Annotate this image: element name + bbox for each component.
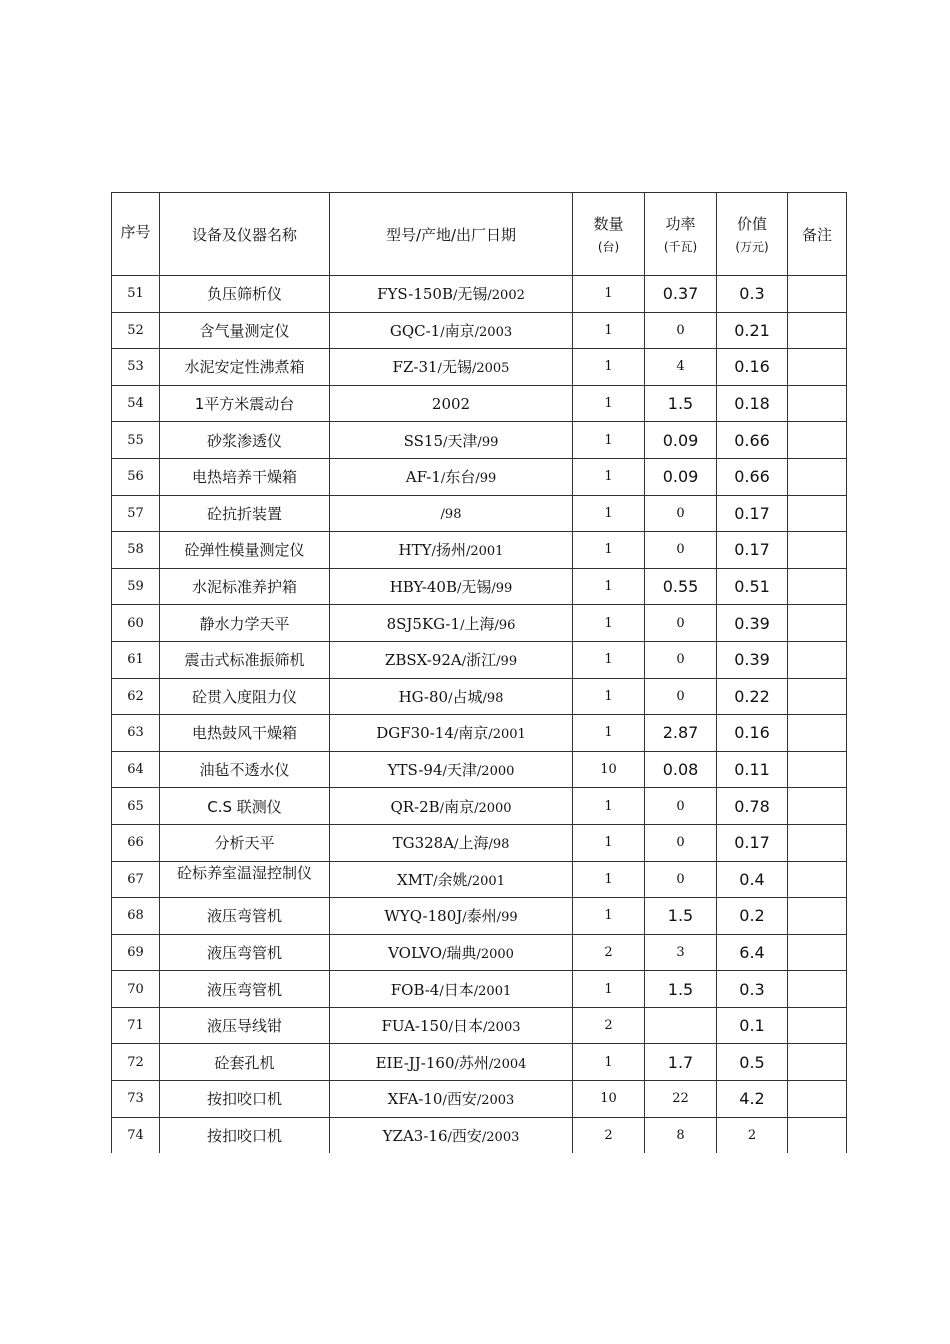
cell-name: 电热培养干燥箱 — [160, 458, 330, 495]
cell-model: XMT/余姚/2001 — [330, 861, 573, 898]
cell-qty: 1 — [573, 385, 645, 422]
cell-name: 液压导线钳 — [160, 1007, 330, 1044]
cell-model: HTY/扬州/2001 — [330, 532, 573, 569]
cell-power: 0.08 — [645, 751, 717, 788]
header-note: 备注 — [788, 193, 847, 276]
cell-note — [788, 495, 847, 532]
table-body — [112, 276, 847, 1154]
cell-value: 0.1 — [717, 1007, 788, 1044]
cell-power: 1.5 — [645, 898, 717, 935]
cell-seq: 71 — [112, 1007, 160, 1044]
table-row — [112, 971, 847, 1008]
table-row — [112, 605, 847, 642]
cell-value: 0.4 — [717, 861, 788, 898]
cell-value: 0.66 — [717, 422, 788, 459]
cell-power: 0 — [645, 312, 717, 349]
cell-model: 8SJ5KG-1/上海/96 — [330, 605, 573, 642]
table-row — [112, 715, 847, 752]
cell-qty: 10 — [573, 1081, 645, 1118]
cell-qty: 2 — [573, 1117, 645, 1153]
header-qty — [573, 193, 645, 276]
cell-name: 砼标养室温湿控制仪 — [160, 861, 330, 898]
cell-name: 液压弯管机 — [160, 971, 330, 1008]
header-power-label: 功率 — [665, 215, 696, 233]
cell-seq: 53 — [112, 349, 160, 386]
cell-note — [788, 678, 847, 715]
cell-note — [788, 641, 847, 678]
cell-qty: 1 — [573, 715, 645, 752]
cell-power: 2.87 — [645, 715, 717, 752]
cell-model: DGF30-14/南京/2001 — [330, 715, 573, 752]
cell-note — [788, 276, 847, 313]
cell-model: FYS-150B/无锡/2002 — [330, 276, 573, 313]
cell-model: HG-80/占城/98 — [330, 678, 573, 715]
cell-seq: 56 — [112, 458, 160, 495]
cell-name: C.S 联测仪 — [160, 788, 330, 825]
cell-name: 液压弯管机 — [160, 934, 330, 971]
table-row — [112, 824, 847, 861]
cell-qty: 2 — [573, 1007, 645, 1044]
cell-name: 分析天平 — [160, 824, 330, 861]
cell-model: TG328A/上海/98 — [330, 824, 573, 861]
header-value-unit: (万元) — [735, 240, 769, 254]
header-power — [645, 193, 717, 276]
cell-value: 2 — [717, 1117, 788, 1153]
table-row — [112, 751, 847, 788]
cell-power: 8 — [645, 1117, 717, 1153]
table-row — [112, 422, 847, 459]
cell-value: 0.78 — [717, 788, 788, 825]
cell-note — [788, 898, 847, 935]
cell-model: FUA-150/日本/2003 — [330, 1007, 573, 1044]
cell-name: 震击式标准振筛机 — [160, 641, 330, 678]
table-row — [112, 934, 847, 971]
cell-seq: 58 — [112, 532, 160, 569]
cell-name: 负压筛析仪 — [160, 276, 330, 313]
cell-power: 3 — [645, 934, 717, 971]
cell-name: 1平方米震动台 — [160, 385, 330, 422]
cell-power: 0.55 — [645, 568, 717, 605]
cell-qty: 1 — [573, 971, 645, 1008]
cell-name: 水泥标准养护箱 — [160, 568, 330, 605]
table-row — [112, 678, 847, 715]
cell-value: 0.66 — [717, 458, 788, 495]
cell-seq: 72 — [112, 1044, 160, 1081]
cell-value: 0.2 — [717, 898, 788, 935]
cell-qty: 1 — [573, 824, 645, 861]
cell-value: 0.51 — [717, 568, 788, 605]
cell-power: 0 — [645, 678, 717, 715]
cell-note — [788, 751, 847, 788]
cell-power: 0 — [645, 495, 717, 532]
table-row — [112, 495, 847, 532]
cell-note — [788, 788, 847, 825]
cell-value: 0.22 — [717, 678, 788, 715]
table-row — [112, 861, 847, 898]
cell-model: VOLVO/瑞典/2000 — [330, 934, 573, 971]
cell-seq: 54 — [112, 385, 160, 422]
cell-power: 0.09 — [645, 458, 717, 495]
cell-seq: 57 — [112, 495, 160, 532]
cell-power: 0 — [645, 641, 717, 678]
table-row — [112, 788, 847, 825]
cell-model: QR-2B/南京/2000 — [330, 788, 573, 825]
cell-note — [788, 349, 847, 386]
cell-qty: 1 — [573, 861, 645, 898]
cell-model: GQC-1/南京/2003 — [330, 312, 573, 349]
cell-note — [788, 1007, 847, 1044]
cell-qty: 1 — [573, 678, 645, 715]
cell-name: 含气量测定仪 — [160, 312, 330, 349]
cell-power: 0 — [645, 824, 717, 861]
cell-qty: 1 — [573, 641, 645, 678]
cell-name: 静水力学天平 — [160, 605, 330, 642]
table-row — [112, 898, 847, 935]
cell-name: 液压弯管机 — [160, 898, 330, 935]
cell-seq: 74 — [112, 1117, 160, 1153]
cell-model: WYQ-180J/泰州/99 — [330, 898, 573, 935]
cell-power: 0.37 — [645, 276, 717, 313]
header-seq: 序号 — [112, 193, 160, 276]
cell-note — [788, 385, 847, 422]
cell-value: 0.11 — [717, 751, 788, 788]
cell-qty: 1 — [573, 422, 645, 459]
cell-name: 水泥安定性沸煮箱 — [160, 349, 330, 386]
header-power-unit: (千瓦) — [663, 240, 698, 254]
cell-note — [788, 312, 847, 349]
cell-value: 0.16 — [717, 715, 788, 752]
cell-note — [788, 532, 847, 569]
cell-value: 0.17 — [717, 824, 788, 861]
cell-note — [788, 934, 847, 971]
table-row — [112, 385, 847, 422]
cell-seq: 61 — [112, 641, 160, 678]
cell-model: EIE-JJ-160/苏州/2004 — [330, 1044, 573, 1081]
cell-name: 电热鼓风干燥箱 — [160, 715, 330, 752]
cell-value: 0.17 — [717, 495, 788, 532]
cell-model: 2002 — [330, 385, 573, 422]
cell-note — [788, 605, 847, 642]
cell-value: 0.3 — [717, 276, 788, 313]
cell-model: AF-1/东台/99 — [330, 458, 573, 495]
cell-power: 0 — [645, 605, 717, 642]
cell-qty: 1 — [573, 1044, 645, 1081]
cell-power: 22 — [645, 1081, 717, 1118]
cell-seq: 60 — [112, 605, 160, 642]
cell-qty: 1 — [573, 788, 645, 825]
cell-qty: 10 — [573, 751, 645, 788]
cell-power: 0.09 — [645, 422, 717, 459]
cell-note — [788, 715, 847, 752]
cell-model: ZBSX-92A/浙江/99 — [330, 641, 573, 678]
cell-seq: 70 — [112, 971, 160, 1008]
table-row — [112, 568, 847, 605]
cell-value: 0.39 — [717, 605, 788, 642]
cell-qty: 1 — [573, 898, 645, 935]
cell-value: 4.2 — [717, 1081, 788, 1118]
cell-note — [788, 1081, 847, 1118]
table-row — [112, 1081, 847, 1118]
table-row — [112, 532, 847, 569]
cell-qty: 1 — [573, 495, 645, 532]
cell-seq: 68 — [112, 898, 160, 935]
cell-name: 砼套孔机 — [160, 1044, 330, 1081]
table-row — [112, 1007, 847, 1044]
cell-seq: 59 — [112, 568, 160, 605]
cell-seq: 64 — [112, 751, 160, 788]
header-value — [717, 193, 788, 276]
cell-value: 0.16 — [717, 349, 788, 386]
cell-name: 砼抗折装置 — [160, 495, 330, 532]
cell-note — [788, 568, 847, 605]
cell-qty: 1 — [573, 276, 645, 313]
cell-note — [788, 422, 847, 459]
cell-note — [788, 1044, 847, 1081]
cell-seq: 62 — [112, 678, 160, 715]
cell-seq: 51 — [112, 276, 160, 313]
cell-seq: 63 — [112, 715, 160, 752]
cell-model: YTS-94/天津/2000 — [330, 751, 573, 788]
cell-value: 0.3 — [717, 971, 788, 1008]
cell-name: 砼贯入度阻力仪 — [160, 678, 330, 715]
cell-model: HBY-40B/无锡/99 — [330, 568, 573, 605]
cell-seq: 66 — [112, 824, 160, 861]
header-value-label: 价值 — [736, 215, 767, 233]
cell-value: 0.18 — [717, 385, 788, 422]
cell-name: 按扣咬口机 — [160, 1117, 330, 1153]
cell-seq: 69 — [112, 934, 160, 971]
cell-name: 砂浆渗透仪 — [160, 422, 330, 459]
cell-power: 1.7 — [645, 1044, 717, 1081]
cell-value: 6.4 — [717, 934, 788, 971]
cell-value: 0.5 — [717, 1044, 788, 1081]
cell-qty: 1 — [573, 605, 645, 642]
cell-name: 砼弹性模量测定仪 — [160, 532, 330, 569]
cell-power: 1.5 — [645, 971, 717, 1008]
table-row — [112, 349, 847, 386]
table-row — [112, 641, 847, 678]
cell-seq: 73 — [112, 1081, 160, 1118]
cell-note — [788, 458, 847, 495]
cell-qty: 1 — [573, 532, 645, 569]
cell-seq: 67 — [112, 861, 160, 898]
equipment-table — [111, 192, 847, 1153]
cell-model: FOB-4/日本/2001 — [330, 971, 573, 1008]
cell-power: 1.5 — [645, 385, 717, 422]
cell-power: 0 — [645, 532, 717, 569]
cell-qty: 1 — [573, 312, 645, 349]
table-header-row — [112, 193, 847, 276]
table-row — [112, 276, 847, 313]
cell-name: 按扣咬口机 — [160, 1081, 330, 1118]
cell-power — [645, 1007, 717, 1044]
cell-seq: 55 — [112, 422, 160, 459]
cell-value: 0.21 — [717, 312, 788, 349]
cell-seq: 52 — [112, 312, 160, 349]
cell-note — [788, 861, 847, 898]
header-model: 型号/产地/出厂日期 — [330, 193, 573, 276]
cell-name: 油毡不透水仪 — [160, 751, 330, 788]
header-name: 设备及仪器名称 — [160, 193, 330, 276]
cell-seq: 65 — [112, 788, 160, 825]
cell-model: XFA-10/西安/2003 — [330, 1081, 573, 1118]
table-row — [112, 312, 847, 349]
cell-note — [788, 824, 847, 861]
cell-model: FZ-31/无锡/2005 — [330, 349, 573, 386]
cell-model: /98 — [330, 495, 573, 532]
cell-value: 0.17 — [717, 532, 788, 569]
cell-power: 0 — [645, 788, 717, 825]
cell-note — [788, 971, 847, 1008]
table-row — [112, 1117, 847, 1153]
cell-model: YZA3-16/西安/2003 — [330, 1117, 573, 1153]
table-row — [112, 458, 847, 495]
cell-qty: 1 — [573, 458, 645, 495]
table-row — [112, 1044, 847, 1081]
cell-value: 0.39 — [717, 641, 788, 678]
header-qty-label: 数量 — [593, 215, 624, 233]
cell-note — [788, 1117, 847, 1153]
header-qty-unit: (台) — [597, 240, 620, 254]
cell-power: 0 — [645, 861, 717, 898]
cell-qty: 2 — [573, 934, 645, 971]
cell-power: 4 — [645, 349, 717, 386]
cell-qty: 1 — [573, 568, 645, 605]
cell-model: SS15/天津/99 — [330, 422, 573, 459]
cell-qty: 1 — [573, 349, 645, 386]
